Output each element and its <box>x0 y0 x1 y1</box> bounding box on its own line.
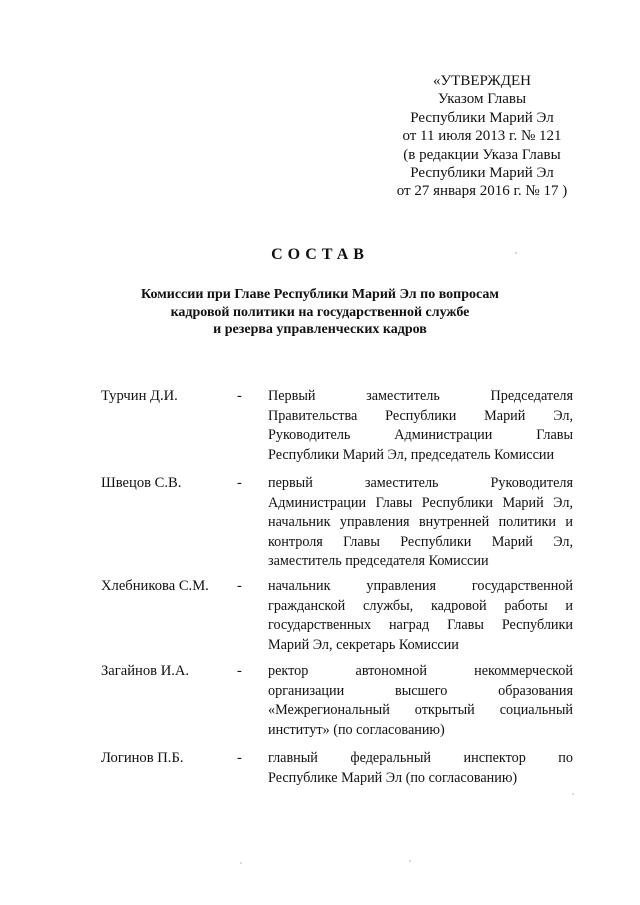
position-line: Администрации Главы Республики Марий Эл, <box>268 494 573 511</box>
scan-speck <box>572 793 574 795</box>
scan-speck <box>240 862 242 864</box>
document-title: СОСТАВ <box>271 246 369 263</box>
member-position <box>268 387 573 465</box>
position-line: начальник управления внутренней политики и <box>268 514 573 531</box>
member-dash: - <box>237 750 242 766</box>
member-name: Логинов П.Б. <box>101 750 184 766</box>
member-dash: - <box>237 475 242 491</box>
member-position <box>268 474 573 572</box>
approval-line: «УТВЕРЖДЕН <box>433 73 531 89</box>
member-position <box>268 662 573 740</box>
approval-line: Республики Марий Эл <box>410 165 554 182</box>
member-name: Хлебникова С.М. <box>101 578 209 594</box>
approval-line: Указом Главы <box>437 91 527 108</box>
position-line: государственных наград Главы Республики <box>268 617 573 634</box>
member-dash: - <box>237 663 242 679</box>
member-position <box>268 749 573 788</box>
position-line: первый заместитель Руководителя <box>268 475 573 491</box>
member-dash: - <box>237 578 242 594</box>
approval-line: (в редакции Указа Главы <box>403 146 561 163</box>
position-line: Руководитель Администрации Главы <box>268 427 573 444</box>
subtitle-line: и резерва управленческих кадров <box>213 322 427 338</box>
position-line: Марий Эл, секретарь Комиссии <box>268 636 459 653</box>
scan-speck <box>409 860 411 862</box>
approval-line: от 11 июля 2013 г. № 121 <box>402 128 562 145</box>
member-dash: - <box>237 388 242 404</box>
position-line: начальник управления государственной <box>268 578 573 594</box>
position-line: главный федеральный инспектор по <box>268 750 573 766</box>
subtitle-line: Комиссии при Главе Республики Марий Эл по вопросам <box>141 287 499 302</box>
position-line: контроля Главы Республики Марий Эл, <box>268 533 573 550</box>
approval-line: Республики Марий Эл <box>410 109 554 126</box>
position-line: Первый заместитель Председателя <box>268 388 573 404</box>
position-line: ректор автономной некоммерческой <box>268 663 573 679</box>
approval-stamp <box>372 72 592 201</box>
position-line: «Межрегиональный открытый социальный <box>268 702 573 719</box>
position-line: заместитель председателя Комиссии <box>268 553 489 570</box>
approval-line: от 27 января 2016 г. № 17 ) <box>396 183 568 200</box>
position-line: Правительства Республики Марий Эл, <box>268 407 573 424</box>
member-name: Загайнов И.А. <box>101 663 190 679</box>
member-name: Швецов С.В. <box>101 475 182 491</box>
position-line: Республики Марий Эл, председатель Комиссии <box>268 446 555 463</box>
member-position <box>268 577 573 655</box>
position-line: гражданской службы, кадровой работы и <box>268 597 573 614</box>
position-line: Республике Марий Эл (по согласованию) <box>268 769 518 786</box>
member-name: Турчин Д.И. <box>101 388 178 404</box>
document-subtitle <box>0 286 640 339</box>
scan-speck <box>515 252 517 254</box>
position-line: институт» (по согласованию) <box>268 721 445 738</box>
position-line: организации высшего образования <box>268 682 573 699</box>
subtitle-line: кадровой политики на государственной службе <box>170 304 470 320</box>
